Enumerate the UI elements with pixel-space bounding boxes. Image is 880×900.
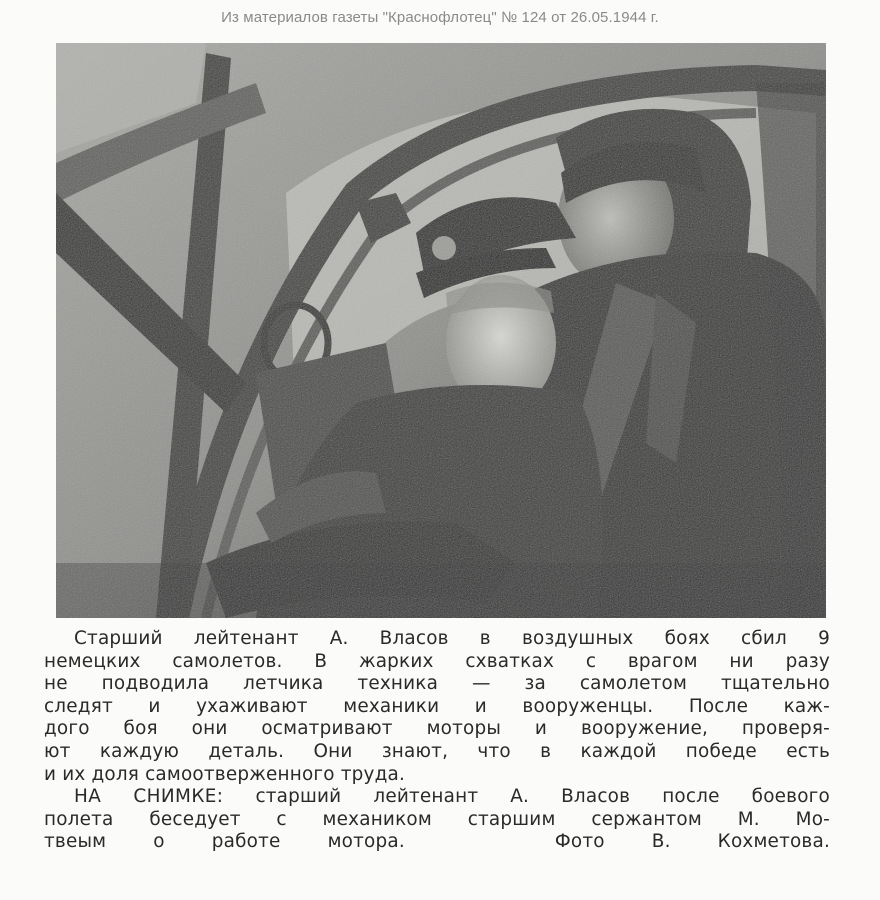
- photo-credit: Фото В. Кохметова.: [554, 831, 830, 853]
- caption-line-2: немецких самолетов. В жарких схватках с врагом ни разу: [44, 650, 830, 672]
- caption-lead-label: НА СНИМКЕ:: [74, 786, 224, 808]
- photo-caption: [44, 628, 830, 854]
- caption-line-1: Старший лейтенант А. Власов в воздушных боях сбил 9: [74, 628, 830, 649]
- caption-line-5: дого боя они осматривают моторы и вооружение, проверя-: [44, 718, 830, 740]
- caption-last-text: твеым о работе мотора.: [44, 831, 405, 853]
- caption-line-10: [44, 831, 830, 854]
- caption-line-3: не подводила летчика техника — за самолетом тщательно: [44, 673, 830, 695]
- caption-line-9: полета беседует с механиком старшим сержантом М. Мо-: [44, 808, 830, 830]
- source-header: Из материалов газеты "Краснофлотец" № 124 от 26.05.1944 г.: [221, 9, 659, 26]
- caption-lead-text: старший лейтенант А. Власов после боевого: [255, 786, 830, 808]
- caption-line-6: ют каждую деталь. Они знают, что в каждой победе есть: [44, 740, 830, 762]
- cockpit-photo: [56, 43, 826, 618]
- caption-line-7: и их доля самоотверженного труда.: [44, 763, 406, 785]
- caption-line-4: следят и ухаживают механики и вооруженцы. После каж-: [44, 695, 830, 717]
- caption-line-8: [44, 786, 830, 809]
